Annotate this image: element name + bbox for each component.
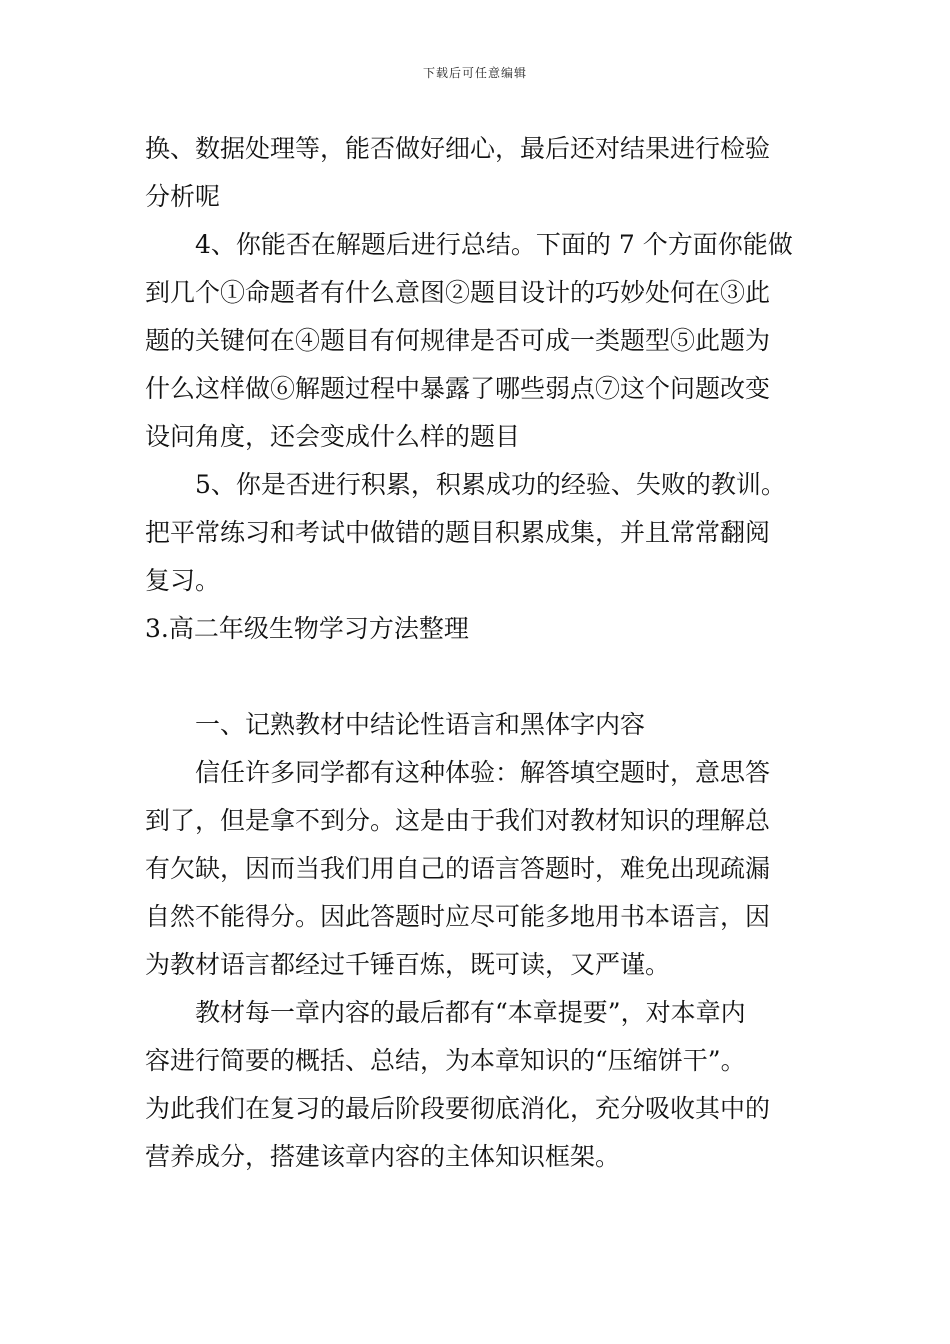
paragraph-start-line: 教材每一章内容的最后都有“本章提要”，对本章内 <box>195 998 746 1027</box>
subsection-heading: 一、记熟教材中结论性语言和黑体字内容 <box>195 710 646 739</box>
text-line: 分析呢 <box>145 182 221 211</box>
text-line: 到了，但是拿不到分。这是由于我们对教材知识的理解总 <box>145 806 771 835</box>
section-heading: 3.高二年级生物学习方法整理 <box>145 614 469 643</box>
text-line: 自然不能得分。因此答题时应尽可能多地用书本语言，因 <box>145 902 771 931</box>
text-line: 容进行简要的概括、总结，为本章知识的“压缩饼干”。 <box>145 1046 746 1075</box>
text-line: 为教材语言都经过千锤百炼，既可读，又严谨。 <box>145 950 671 979</box>
paragraph-start-line: 信任许多同学都有这种体验：解答填空题时，意思答 <box>195 758 771 787</box>
text-line: 复习。 <box>145 566 221 595</box>
text-line: 题的关键何在④题目有何规律是否可成一类题型⑤此题为 <box>145 326 771 355</box>
text-line: 什么这样做⑥解题过程中暴露了哪些弱点⑦这个问题改变 <box>145 374 771 403</box>
text-line: 设问角度，还会变成什么样的题目 <box>145 422 521 451</box>
text-line: 有欠缺，因而当我们用自己的语言答题时，难免出现疏漏 <box>145 854 771 883</box>
text-line: 为此我们在复习的最后阶段要彻底消化，充分吸收其中的 <box>145 1094 771 1123</box>
paragraph-start-line: 4、你能否在解题后进行总结。下面的 7 个方面你能做 <box>195 230 793 259</box>
document-body <box>145 125 810 1181</box>
text-line: 到几个①命题者有什么意图②题目设计的巧妙处何在③此 <box>145 278 771 307</box>
page-header: 下载后可任意编辑 <box>422 66 527 80</box>
paragraph-start-line: 5、你是否进行积累，积累成功的经验、失败的教训。 <box>195 470 786 499</box>
text-line: 营养成分，搭建该章内容的主体知识框架。 <box>145 1142 621 1171</box>
text-line: 把平常练习和考试中做错的题目积累成集，并且常常翻阅 <box>145 518 771 547</box>
text-line: 换、数据处理等，能否做好细心，最后还对结果进行检验 <box>145 134 771 163</box>
blank-line <box>145 653 810 701</box>
